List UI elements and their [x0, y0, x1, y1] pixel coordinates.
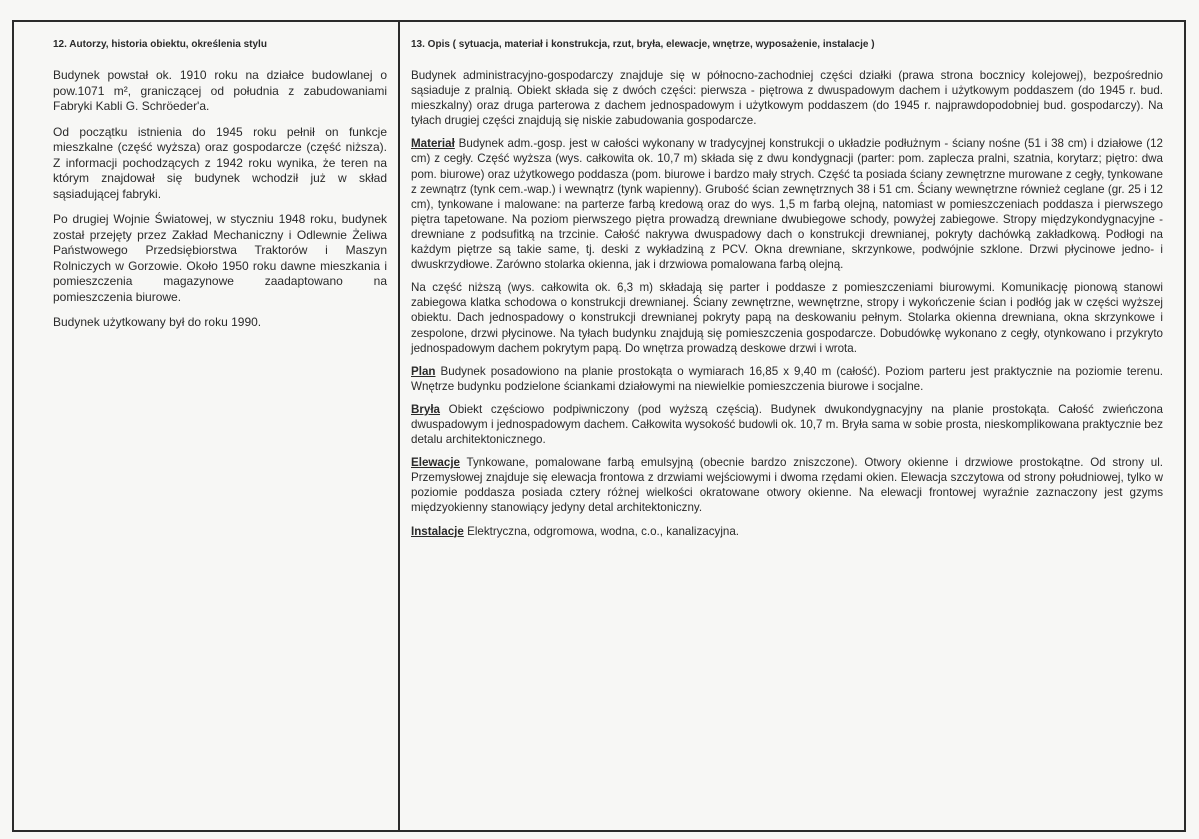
- instalacje-text: Elektryczna, odgromowa, wodna, c.o., kanalizacyjna.: [463, 524, 740, 538]
- history-heading: 12. Autorzy, historia obiektu, określenia stylu: [53, 39, 267, 50]
- history-paragraph-origin: Budynek powstał ok. 1910 roku na działce budowlanej o pow.1071 m², graniczącej od południa z zabudowaniami Fabryki Kabli G. Schröeder'a.: [53, 68, 387, 113]
- plan-label: Plan: [411, 364, 436, 378]
- material-text: Budynek adm.-gosp. jest w całości wykonany w tradycyjnej konstrukcji o układzie podłużnym - ściany nośne (51 i 38 cm) i działowe (12 cm) z cegły. Część wyższa (wys. całkowita ok. 10,7 m) składa się z dwu kondygnacji (parter: pom. zaplecza pralni, szatnia, korytarz; piętro: dwa pom. biurowe) oraz użytkowego poddasza (pom. biurowe i bardzo mały strych. Część ta posiada ściany zewnętrzne murowane z cegły, tynkowane z zewnątrz (tynk cem.-wap.) i wewnątrz (tynk wapienny). Grubość ścian zewnętrznych 38 i 51 cm. Ściany wewnętrzne również ceglane (gr. 25 i 12 cm), tynkowane i malowane: na parterze farbą kredową oraz do wys. 1,5 m farbą olejną, natomiast w pomieszczeniach poddasza i pierwszego piętra tapetowane. Na poziom pierwszego piętra prowadzą drewniane dwubiegowe schody, powyżej zabiegowe. Stropy międzykondygnacyjne - drewniane z podsufitką na trzcinie. Całość nakrywa dwuspadowy dach o konstrukcji drewnianej, pokryty dachówką zakładkową. Podłogi na każdym piętrze są takie same, tj. deski z wykładziną z PCV. Okna drewniane, skrzynkowe, podwójnie szklone. Drzwi płycinowe jedno- i dwuskrzydłowe. Zarówno stolarka okienna, jak i drzwiowa pomalowana farbą olejną.: [411, 137, 1163, 272]
- lower-part-paragraph: Na część niższą (wys. całkowita ok. 6,3 m) składają się parter i poddasze z pomieszczeniami biurowymi. Komunikację pionową stanowi zabiegowa klatka schodowa o konstrukcji drewnianej. Ściany zewnętrzne, wewnętrzne, stropy i wykończenie ścian i podłóg jak w części wyższej obiektu. Dach jednospadowy o konstrukcji drewnianej pokryty papą na deskowaniu pełnym. Stolarka okienna drewniana, okna skrzynkowe i zespolone, drzwi płycinowe. Na tyłach budynku znajdują się pomieszczenia gospodarcze. Dobudówkę wykonano z cegły, otynkowano i przykryto jednospadowym dachem pokrytym papą. Do wnętrza prowadzą deskowe drzwi i wrota.: [411, 281, 1163, 355]
- material-label: Materiał: [411, 137, 455, 151]
- elewacje-label: Elewacje: [411, 456, 460, 470]
- history-paragraph-usage: Budynek użytkowany był do roku 1990.: [53, 315, 262, 329]
- description-intro: Budynek administracyjno-gospodarczy znajduje się w północno-zachodniej części działki (prawa strona bocznicy kolejowej), bezpośrednio sąsiaduje z pralnią. Obiekt składa się z dwóch części: pierwsza - piętrowa z dwuspadowym dachem i użytkowym poddaszem (do 1945 r. bud. mieszkalny) oraz druga parterowa z dachem jednospadowym i użytkowym poddaszem (do 1945 r. najprawdopodobniej bud. gospodarczy). Na tyłach drugiej części znajdują się niskie zabudowania gospodarcze.: [411, 69, 1163, 128]
- elewacje-paragraph: [411, 455, 1163, 515]
- description-heading: 13. Opis ( sytuacja, materiał i konstrukcja, rzut, bryła, elewacje, wnętrze, wyposażenie, instalacje ): [411, 39, 875, 50]
- history-paragraph-postwar: Po drugiej Wojnie Światowej, w styczniu 1948 roku, budynek został przejęty przez Zakład Mechaniczny i Odlewnie Żeliwa Państwowego Przedsiębiorstwa Traktorów i Maszyn Rolniczych w Gorzowie. Około 1950 roku dawne mieszkania i pomieszczenia magazynowe zaadaptowano na pomieszczenia biurowe.: [53, 212, 387, 304]
- bryla-paragraph: [411, 402, 1163, 447]
- material-paragraph: [411, 136, 1163, 272]
- bryla-label: Bryła: [411, 402, 441, 416]
- history-column: [53, 38, 387, 341]
- column-divider: [398, 22, 400, 830]
- history-paragraph-function: Od początku istnienia do 1945 roku pełnił on funkcje mieszkalne (część wyższa) oraz gospodarcze (część niższa). Z informacji pochodzących z 1942 roku wynika, że teren na którym znajdował się budynek wchodził już w skład sąsiadującej fabryki.: [53, 124, 387, 201]
- elewacje-text: Tynkowane, pomalowane farbą emulsyjną (obecnie bardzo zniszczone). Otwory okienne i drzwiowe prostokątne. Od strony ul. Przemysłowej znajduje się elewacja frontowa z drzwiami wejściowymi i dwoma rzędami okien. Elewacja szczytowa od strony południowej, tylko w poziomie poddasza posiada cztery różnej wielkości okratowane otwory okienne. Na elewacji frontowej wyraźnie zaznaczony jest gzyms międzyokienny stanowiący jedyny detal architektoniczny.: [411, 456, 1163, 515]
- plan-paragraph: [411, 364, 1163, 394]
- instalacje-paragraph: [411, 524, 1163, 539]
- description-column: [411, 38, 1163, 547]
- instalacje-label: Instalacje: [411, 524, 464, 538]
- plan-text: Budynek posadowiono na planie prostokąta o wymiarach 16,85 x 9,40 m (całość). Poziom parteru jest praktycznie na poziomie terenu. Wnętrze budynku podzielone ściankami działowymi na niewielkie pomieszczenia biurowe i socjalne.: [411, 364, 1163, 393]
- bryla-text: Obiekt częściowo podpiwniczony (pod wyższą częścią). Budynek dwukondygnacyjny na planie prostokąta. Całość zwieńczona dwuspadowym i jednospadowym dachem. Całkowita wysokość budowli ok. 10,7 m. Bryła sama w sobie prosta, nieskomplikowana praktycznie bez detalu architektonicznego.: [411, 402, 1163, 447]
